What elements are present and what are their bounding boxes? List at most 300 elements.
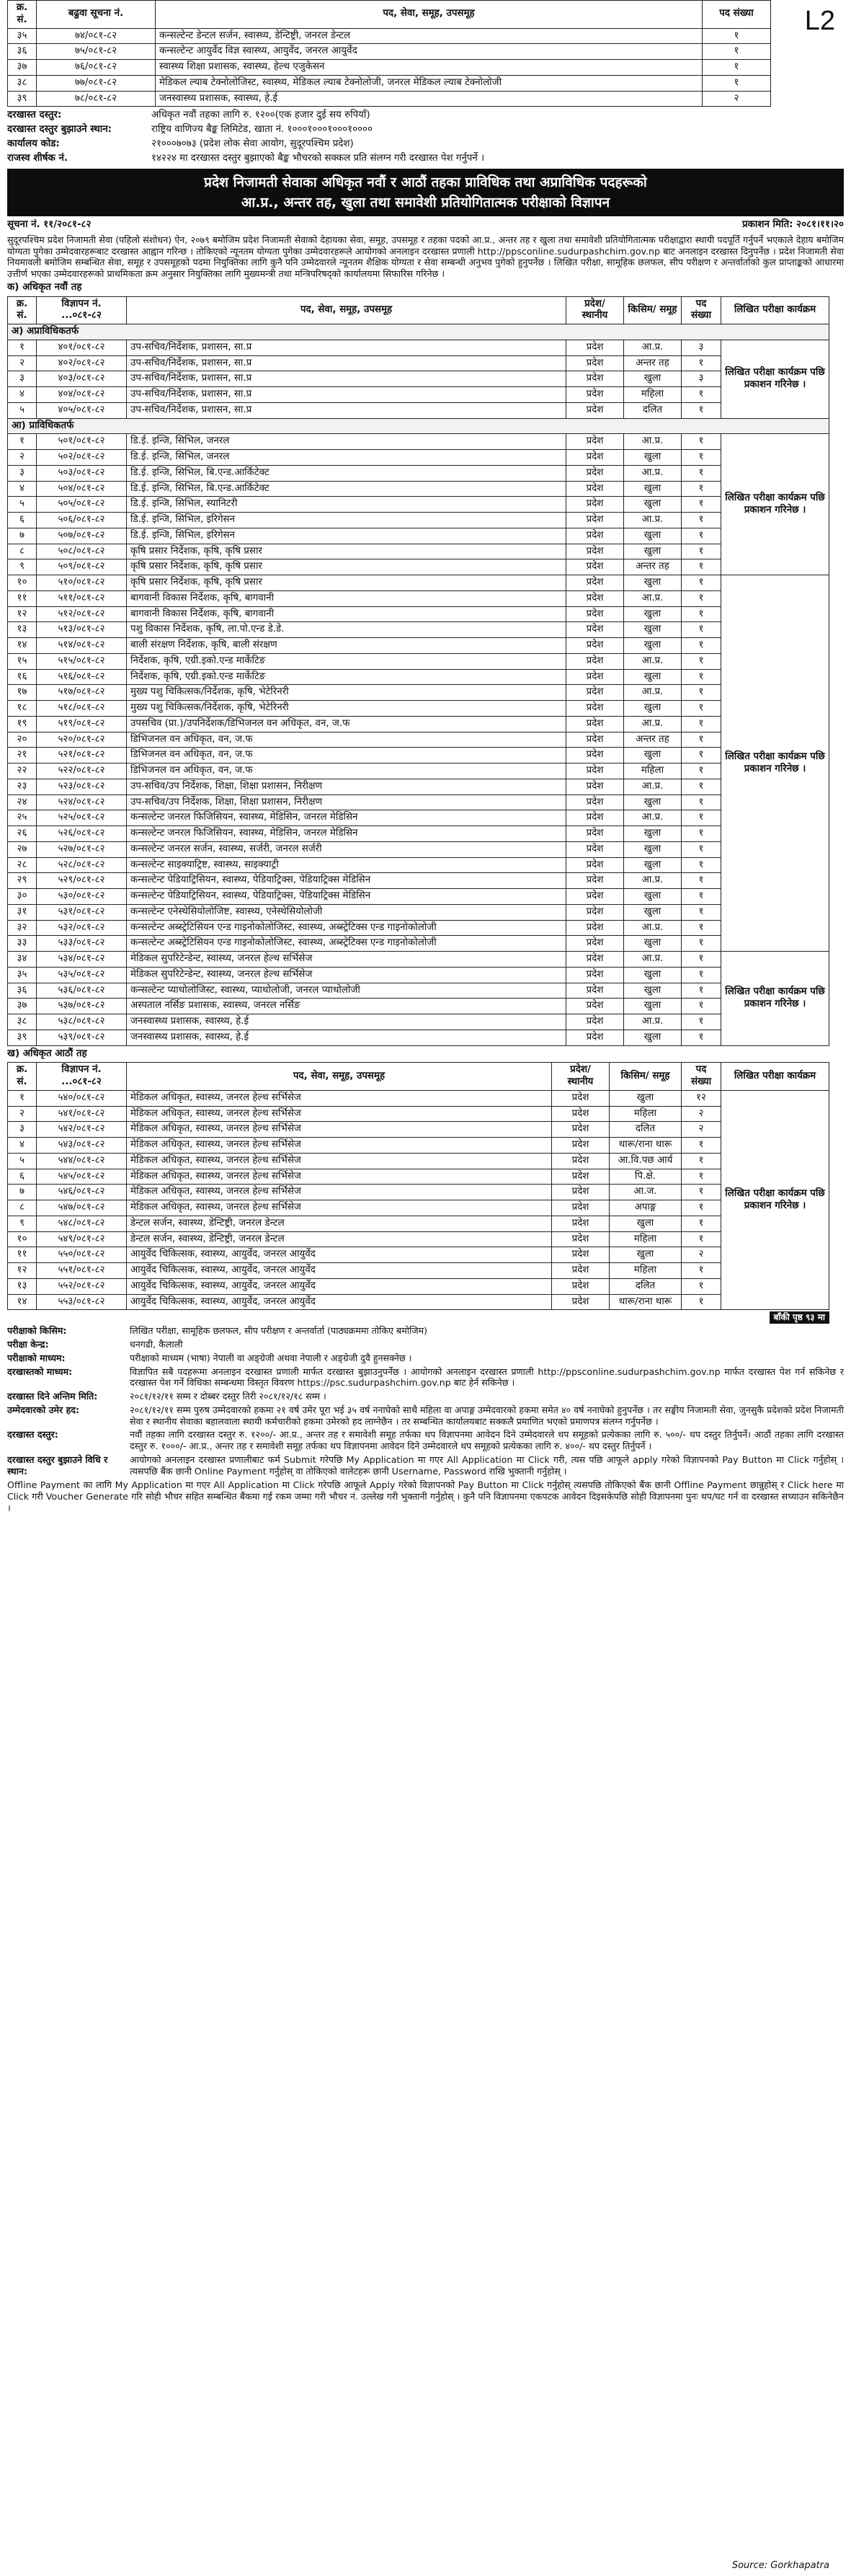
table-cell: खुला (610, 1216, 682, 1231)
table-cell: खुला (624, 936, 682, 952)
table-cell: आ.प्र. (624, 685, 682, 701)
table-row (8, 622, 829, 638)
table-row (8, 575, 829, 591)
subsection-row (8, 324, 829, 340)
table-cell: कन्सल्टेन्ट आयुर्वेद विज्ञ स्वास्थ्य, आयुर्वेद, जनरल आयुर्वेद (156, 44, 703, 60)
table-cell: १० (8, 575, 37, 591)
table-cell: खुला (624, 622, 682, 638)
table-row (8, 826, 829, 842)
table-cell: ६ (8, 1169, 37, 1185)
table-cell: ५२२/०८१-८२ (37, 763, 127, 779)
table-cell: १ (682, 481, 721, 497)
table-cell: ५१०/०८१-८२ (37, 575, 127, 591)
table-cell: प्रदेश (566, 999, 624, 1014)
table-cell: १३ (8, 1278, 37, 1294)
table-cell: ३५ (8, 967, 37, 983)
table-cell: खुला (610, 1090, 682, 1106)
table-cell: कन्सल्टेन्ट अब्स्ट्रेटिसियन एन्ड गाइनोकोलोजिस्ट, स्वास्थ्य, अब्स्ट्रेटिक्स एन्ड गाइनोकोलोजी (127, 936, 566, 952)
table-cell: बागवानी विकास निर्देशक, कृषि, बागवानी (127, 590, 566, 606)
table-cell: प्रदेश (566, 497, 624, 513)
table-cell: ४०४/०८१-८२ (37, 387, 127, 403)
table-cell: कन्सल्टेन्ट पेडियाट्रिसियन, स्वास्थ्य, पेडियाट्रिक्स, पेडियाट्रिक्स मेडिसिन (127, 889, 566, 905)
condition-value: नवौं तहका लागि दरखास्त दस्तुर रु. १२००/- आ.प्र., अन्तर तह र समावेशी समूह तर्फका थप विज्ञापनमा आवेदन दिने उम्मेदवारले थप समूहको प्रत्येकका लागि रु. ५००/- थप दस्तुर तिर्नुपर्ने। आठौं तहका लागि दरखास्त दस्तुर रु. १०००/- आ.प्र., अन्तर तह र समावेशी समूह तर्फका थप विज्ञापनमा आवेदन दिने उम्मेदवारले थप समूहको प्रत्येकका लागि रु. ४००/- थप दस्तुर तिर्नुपर्ने । (130, 1429, 844, 1452)
table-cell: ३ (682, 371, 721, 387)
table-cell: अस्पताल नर्सिङ प्रशासक, स्वास्थ्य, जनरल नर्सिङ (127, 999, 566, 1014)
table-cell: प्रदेश (566, 622, 624, 638)
table-cell: १ (8, 340, 37, 355)
table-row (8, 1294, 829, 1310)
table-cell: ५२८/०८१-८२ (37, 857, 127, 873)
table-row (8, 465, 829, 481)
table-cell: प्रदेश (566, 653, 624, 669)
table-cell: १ (682, 967, 721, 983)
table-row (8, 497, 829, 513)
table-cell: प्रदेश (552, 1185, 610, 1200)
table-cell: प्रदेश (566, 936, 624, 952)
table-cell: ५२५/०८१-८२ (37, 810, 127, 826)
table-cell: १ (682, 544, 721, 559)
table-cell: खुला (624, 841, 682, 857)
header-cell: लिखित परीक्षा कार्यक्रम (721, 1063, 829, 1091)
fee-label: दरखास्त दस्तुर बुझाउने स्थान: (7, 124, 112, 135)
table-cell: ५५३/०८१-८२ (37, 1294, 127, 1310)
subsection-heading: अ) अप्राविधिकतर्फ (8, 324, 829, 340)
table-cell: आ.प्र. (624, 716, 682, 732)
condition-value: विज्ञापित सबै पदहरूमा अनलाइन दरखास्त प्रणाली मार्फत दरखास्त बुझाउनुपर्नेछ । आयोगको अनलाइन दरखास्त प्रणाली http://ppsconline.sudurpashchim.gov.np मार्फत दरखास्त पेश गर्न सकिनेछ र दरखास्त पेश गर्ने विधिका सम्बन्धमा विस्तृत विवरण https://psc.sudurpashchim.gov.np बाट हेर्न सकिनेछ । (130, 1366, 844, 1389)
table-cell: डि.ई. इन्जि, सिभिल, स्यानिटरी (127, 497, 566, 513)
table-cell: १ (682, 873, 721, 889)
table-cell: १ (682, 387, 721, 403)
fee-row (7, 124, 844, 136)
table-cell: प्रदेश (566, 685, 624, 701)
table-row (8, 371, 829, 387)
table-cell: प्रदेश (552, 1216, 610, 1231)
table-row (8, 481, 829, 497)
table-cell: १२ (8, 1263, 37, 1279)
table-cell: ३० (8, 889, 37, 905)
fee-row (7, 110, 844, 122)
page-stamp: L2 (804, 6, 835, 36)
table-cell: २ (682, 1247, 721, 1263)
condition-label: दरखास्त दस्तुर: (7, 1429, 58, 1440)
table-cell: ११ (8, 1247, 37, 1263)
table-cell: ५३०/०८१-८२ (37, 889, 127, 905)
table-cell: दलित (610, 1278, 682, 1294)
table-cell: ५०४/०८१-८२ (37, 481, 127, 497)
table-cell: ५४८/०८१-८२ (37, 1216, 127, 1231)
table-cell: १ (682, 528, 721, 544)
table-cell: प्रदेश (552, 1106, 610, 1122)
table-cell: १ (682, 575, 721, 591)
notice-line (7, 219, 844, 231)
table-cell: २९ (8, 873, 37, 889)
table-cell: मेडिकल अधिकृत, स्वास्थ्य, जनरल हेल्थ सर्भिसेज (127, 1090, 552, 1106)
condition-value: लिखित परीक्षा, सामूहिक छलफल, सीप परीक्षण र अन्तर्वार्ता (पाठ्यक्रममा तोकिए बमोजिम) (130, 1325, 428, 1337)
table-cell: १ (682, 779, 721, 795)
fee-row (7, 138, 844, 151)
table-cell: ५०३/०८१-८२ (37, 465, 127, 481)
table-cell: कन्सल्टेन्ट साइक्याट्रिष्ट, स्वास्थ्य, साइक्याट्री (127, 857, 566, 873)
table-cell: प्रदेश (566, 544, 624, 559)
table-cell: कन्सल्टेन्ट डेन्टल सर्जन, स्वास्थ्य, डेन्टिष्ट्री, जनरल डेन्टल (156, 28, 703, 44)
table-cell: प्रदेश (566, 952, 624, 968)
table-cell: १ (682, 1200, 721, 1216)
table-cell: प्रदेश (566, 638, 624, 654)
table-cell: १ (703, 28, 771, 44)
table-cell: खुला (624, 889, 682, 905)
header-cell: बढुवा सूचना नं. (37, 1, 156, 29)
continued-tag: बाँकी पृष्ठ ९३ मा (770, 1311, 829, 1324)
fee-value: राष्ट्रिय वाणिज्य बैङ्क लिमिटेड, खाता नं. १०००१०००१०००१०००० (151, 124, 373, 135)
table-cell: डिभिजनल वन अधिकृत, वन, ज.फ (127, 763, 566, 779)
table-row (8, 559, 829, 575)
table-cell: ११ (8, 590, 37, 606)
table-cell: उप-सचिव/निर्देशक, प्रशासन, सा.प्र (127, 402, 566, 418)
table-cell: खुला (624, 371, 682, 387)
table-cell: प्रदेश (566, 450, 624, 466)
table-cell: प्रदेश (566, 873, 624, 889)
table-cell: ५१८/०८१-८२ (37, 701, 127, 717)
table-cell: डेन्टल सर्जन, स्वास्थ्य, डेन्टिष्ट्री, जनरल डेन्टल (127, 1231, 552, 1247)
table-cell: मेडिकल अधिकृत, स्वास्थ्य, जनरल हेल्थ सर्भिसेज (127, 1122, 552, 1138)
table-cell: १८ (8, 701, 37, 717)
table-cell: प्रदेश (566, 387, 624, 403)
table-cell: उप-सचिव/उप निर्देशक, शिक्षा, शिक्षा प्रशासन, निरीक्षण (127, 779, 566, 795)
table-cell: ५१३/०८१-८२ (37, 622, 127, 638)
condition-row (7, 1339, 844, 1350)
table-cell: २ (703, 91, 771, 107)
header-cell: पद संख्या (703, 1, 771, 29)
table-cell: उप-सचिव/उप निर्देशक, शिक्षा, शिक्षा प्रशासन, निरीक्षण (127, 795, 566, 810)
table-cell: खुला (624, 701, 682, 717)
table-cell: ५३३/०८१-८२ (37, 936, 127, 952)
table-cell: मेडिकल अधिकृत, स्वास्थ्य, जनरल हेल्थ सर्भिसेज (127, 1169, 552, 1185)
table-row (8, 434, 829, 450)
table-cell: ५३४/०८१-८२ (37, 952, 127, 968)
table-cell: प्रदेश (566, 967, 624, 983)
header-cell: पद, सेवा, समूह, उपसमूह (127, 1063, 552, 1091)
table-cell: आ.प्र. (624, 920, 682, 936)
header-cell: किसिम/ समूह (624, 296, 682, 324)
table-cell: ५४७/०८१-८२ (37, 1200, 127, 1216)
table-cell: ३७ (8, 999, 37, 1014)
table-cell: आ.प्र. (624, 779, 682, 795)
table-cell: १ (682, 983, 721, 999)
exam-schedule-note: लिखित परीक्षा कार्यक्रम पछि प्रकाशन गरिनेछ । (721, 575, 829, 952)
table-row (8, 1090, 829, 1106)
table-cell: ७४/०८१-८२ (37, 28, 156, 44)
table-cell: १ (682, 763, 721, 779)
table-row (8, 1153, 829, 1169)
table-cell: ५१२/०८१-८२ (37, 606, 127, 622)
table-cell: प्रदेश (552, 1122, 610, 1138)
condition-label: उम्मेदवारको उमेर हद: (7, 1404, 79, 1415)
table-cell: ४०२/०८१-८२ (37, 355, 127, 371)
table-cell: २४ (8, 795, 37, 810)
banner-line-1: प्रदेश निजामती सेवाका अधिकृत नवौं र आठौं तहका प्राविधिक तथा अप्राविधिक पदहरूको (204, 174, 647, 191)
table-row (8, 1014, 829, 1030)
table-cell: आ.प्र. (624, 873, 682, 889)
table-row (8, 967, 829, 983)
table-cell: थारू/राना थारू (610, 1138, 682, 1154)
table-cell: प्रदेश (566, 701, 624, 717)
table-row (8, 999, 829, 1014)
table-row (8, 1122, 829, 1138)
section-ka-heading: क) अधिकृत नवौं तह (7, 281, 82, 293)
table-cell: १४ (8, 1294, 37, 1310)
table-cell: ५०२/०८१-८२ (37, 450, 127, 466)
table-row (8, 732, 829, 748)
table-cell: ५४२/०८१-८२ (37, 1122, 127, 1138)
table-cell: कन्सल्टेन्ट अब्स्ट्रेटिसियन एन्ड गाइनोकोलोजिस्ट, स्वास्थ्य, अब्स्ट्रेटिक्स एन्ड गाइनोकोलोजी (127, 920, 566, 936)
table-cell: ५११/०८१-८२ (37, 590, 127, 606)
table-row (8, 873, 829, 889)
table-cell: पशु विकास निर्देशक, कृषि, ला.पो.एन्ड डे.डे. (127, 622, 566, 638)
table-cell: प्रदेश (566, 575, 624, 591)
exam-schedule-note: लिखित परीक्षा कार्यक्रम पछि प्रकाशन गरिनेछ । (721, 952, 829, 1046)
table-cell: मुख्य पशु चिकित्सक/निर्देशक, कृषि, भेटेरिनरी (127, 701, 566, 717)
table-cell: २१ (8, 748, 37, 763)
table-row (8, 75, 771, 91)
condition-row (7, 1353, 844, 1364)
table-cell: खुला (624, 1030, 682, 1045)
table-cell: ५५२/०८१-८२ (37, 1278, 127, 1294)
fee-row (7, 153, 844, 165)
table-cell: १ (8, 1090, 37, 1106)
table-cell: थारू/राना थारू (610, 1294, 682, 1310)
table-cell: १ (703, 75, 771, 91)
banner-line-2: आ.प्र., अन्तर तह, खुला तथा समावेशी प्रतियोगितात्मक परीक्षाको विज्ञापन (241, 195, 610, 211)
table-cell: आ.प्र. (624, 340, 682, 355)
table-cell: ५५०/०८१-८२ (37, 1247, 127, 1263)
table-cell: ५२४/०८१-८२ (37, 795, 127, 810)
table-cell: खुला (610, 1247, 682, 1263)
table-cell: १ (682, 402, 721, 418)
table-cell: डि.ई. इन्जि, सिभिल, इरिगेसन (127, 513, 566, 528)
table-cell: आ.प्र. (624, 952, 682, 968)
table-row (8, 904, 829, 920)
table-cell: डिभिजनल वन अधिकृत, वन, ज.फ (127, 748, 566, 763)
table-cell: खुला (624, 748, 682, 763)
table-row (8, 402, 829, 418)
table-cell: प्रदेश (566, 779, 624, 795)
table-cell: १ (682, 1278, 721, 1294)
table-cell: ३ (8, 465, 37, 481)
table-cell: प्रदेश (552, 1278, 610, 1294)
table-cell: ५०५/०८१-८२ (37, 497, 127, 513)
table-cell: १७ (8, 685, 37, 701)
table-cell: डि.ई. इन्जि, सिभिल, जनरल (127, 450, 566, 466)
fee-label: राजस्व शीर्षक नं. (7, 152, 68, 164)
table-cell: १ (682, 685, 721, 701)
table-cell: २६ (8, 826, 37, 842)
condition-row (7, 1429, 844, 1451)
table-row (8, 590, 829, 606)
table-cell: मेडिकल अधिकृत, स्वास्थ्य, जनरल हेल्थ सर्भिसेज (127, 1153, 552, 1169)
table-cell: ३६ (8, 44, 37, 60)
table-cell: अपाङ्ग (610, 1200, 682, 1216)
table-cell: १ (682, 1153, 721, 1169)
table-cell: १ (682, 999, 721, 1014)
table-cell: ३४ (8, 952, 37, 968)
table-cell: खुला (624, 999, 682, 1014)
table-cell: ९ (8, 1216, 37, 1231)
table-cell: २५ (8, 810, 37, 826)
table-cell: ३९ (8, 91, 37, 107)
table-cell: १ (682, 1169, 721, 1185)
table-row (8, 513, 829, 528)
table-cell: १ (682, 465, 721, 481)
table-row (8, 1247, 829, 1263)
promotion-table (7, 0, 771, 107)
table-cell: खुला (624, 983, 682, 999)
condition-label: परीक्षाको माध्यम: (7, 1352, 66, 1363)
table-cell: खुला (624, 528, 682, 544)
table-row (8, 1216, 829, 1231)
table-cell: ५२६/०८१-८२ (37, 826, 127, 842)
table-cell: कृषि प्रसार निर्देशक, कृषि, कृषि प्रसार (127, 575, 566, 591)
table-cell: ५४४/०८१-८२ (37, 1153, 127, 1169)
table-cell: कन्सल्टेन्ट पेडियाट्रिसियन, स्वास्थ्य, पेडियाट्रिक्स, पेडियाट्रिक्स मेडिसिन (127, 873, 566, 889)
table-cell: प्रदेश (566, 481, 624, 497)
header-cell: क्र. सं. (8, 1, 37, 29)
condition-value: परीक्षाको माध्यम (भाषा) नेपाली वा अङ्ग्रेजी अथवा नेपाली र अङ्ग्रेजी दुवै हुनसक्नेछ । (130, 1352, 412, 1363)
table-cell: १२ (8, 606, 37, 622)
table-cell: ५०७/०८१-८२ (37, 528, 127, 544)
intro-paragraph: सुदूरपश्चिम प्रदेश निजामती सेवा (पहिलो संशोधन) ऐन, २०७९ बमोजिम प्रदेश निजामती सेवाको देहायका सेवा, समूह, उपसमूह र तहका पदको आ.प्र., अन्तर तह र खुला तथा समावेशी प्रतियोगितात्मक परीक्षाद्वारा स्थायी पदपूर्ति गर्नुपर्ने भएकाले देहाय बमोजिम योग्यता पुगेका उम्मेदवारहरूबाट दरखास्त आह्वान गरिन्छ । तोकिएको न्यूनतम योग्यता पुगेका उम्मेदवारहरूले आयोगको अनलाइन दरखास्त प्रणाली http://ppsconline.sudurpashchim.gov.np बाट अनलाइन दरखास्त दिनुपर्नेछ । प्रदेश निजामती सेवा नियमावली बमोजिम सम्बन्धित सेवा, समूह र उपसमूहको पदमा नियुक्तिका लागि कुनै पनि उम्मेदवारले न्यूनतम शैक्षिक योग्यता र सेवा सम्बन्धी अनुभव पुगेको हुनुपर्नेछ । लिखित परीक्षा, सामूहिक छलफल, सीप परीक्षण र अन्तर्वार्ताको कुल प्राप्ताङ्कको आधारमा उत्तीर्ण भएका उम्मेदवारहरूको प्राथमिकता क्रम अनुसार नियुक्तिका लागि मुख्यमन्त्री तथा मन्त्रिपरिषद्को कार्यालयमा सिफारिस गरिनेछ । (7, 234, 844, 280)
conditions-block (7, 1325, 844, 1477)
table-row (8, 653, 829, 669)
table-cell: निर्देशक, कृषि, एग्री.इको.एन्ड मार्केटिङ (127, 669, 566, 685)
table-row (8, 1231, 829, 1247)
table-cell: १ (682, 701, 721, 717)
table-cell: डिभिजनल वन अधिकृत, वन, ज.फ (127, 732, 566, 748)
table-cell: आ.प्र. (624, 590, 682, 606)
table-cell: मेडिकल अधिकृत, स्वास्थ्य, जनरल हेल्थ सर्भिसेज (127, 1185, 552, 1200)
table-cell: १६ (8, 669, 37, 685)
table-cell: ६ (8, 513, 37, 528)
table-cell: प्रदेश (552, 1263, 610, 1279)
table-row (8, 920, 829, 936)
table-row (8, 716, 829, 732)
eighth-table-header (8, 1063, 829, 1091)
table-cell: १ (682, 841, 721, 857)
table-cell: १० (8, 1231, 37, 1247)
table-cell: खुला (624, 606, 682, 622)
table-cell: प्रदेश (552, 1294, 610, 1310)
table-cell: निर्देशक, कृषि, एग्री.इको.एन्ड मार्केटिङ (127, 653, 566, 669)
table-cell: ८ (8, 544, 37, 559)
table-cell: महिला (624, 387, 682, 403)
table-row (8, 1200, 829, 1216)
table-cell: प्रदेश (566, 732, 624, 748)
table-cell: जनस्वास्थ्य प्रशासक, स्वास्थ्य, हे.ई (127, 1014, 566, 1030)
table-cell: ५४०/०८१-८२ (37, 1090, 127, 1106)
table-cell: १ (682, 1294, 721, 1310)
table-cell: प्रदेश (566, 857, 624, 873)
condition-label: दरखास्त दस्तुर बुझाउने विधि र स्थान: (7, 1453, 108, 1477)
table-cell: मेडिकल अधिकृत, स्वास्थ्य, जनरल हेल्थ सर्भिसेज (127, 1106, 552, 1122)
condition-row (7, 1391, 844, 1402)
table-cell: मेडिकल अधिकृत, स्वास्थ्य, जनरल हेल्थ सर्भिसेज (127, 1200, 552, 1216)
table-cell: प्रदेश (566, 810, 624, 826)
table-row (8, 528, 829, 544)
table-cell: १ (682, 810, 721, 826)
table-cell: ४ (8, 1138, 37, 1154)
table-row (8, 1169, 829, 1185)
officer-eighth-table (7, 1062, 829, 1310)
table-cell: ५२३/०८१-८२ (37, 779, 127, 795)
table-cell: १ (682, 920, 721, 936)
table-row (8, 763, 829, 779)
table-cell: उप-सचिव/निर्देशक, प्रशासन, सा.प्र (127, 387, 566, 403)
table-cell: कन्सल्टेन्ट प्याथोलोजिस्ट, स्वास्थ्य, प्याथोलोजी, जनरल प्याथोलोजी (127, 983, 566, 999)
table-row (8, 936, 829, 952)
table-row (8, 606, 829, 622)
table-cell: जनस्वास्थ्य प्रशासक, स्वास्थ्य, हे.ई (127, 1030, 566, 1045)
table-cell: डि.ई. इन्जि, सिभिल, बि.एन्ड.आर्किटेक्ट (127, 481, 566, 497)
header-cell: पद संख्या (682, 296, 721, 324)
table-cell: १ (682, 653, 721, 669)
table-row (8, 340, 829, 355)
table-row (8, 857, 829, 873)
table-cell: ५३६/०८१-८२ (37, 983, 127, 999)
table-row (8, 810, 829, 826)
table-cell: महिला (610, 1231, 682, 1247)
table-cell: १ (682, 826, 721, 842)
table-cell: १ (682, 732, 721, 748)
table-cell: ३६ (8, 983, 37, 999)
table-cell: प्रदेश (566, 716, 624, 732)
table-cell: ५२९/०८१-८२ (37, 873, 127, 889)
table-cell: ५१९/०८१-८२ (37, 716, 127, 732)
condition-row (7, 1404, 844, 1427)
table-cell: १ (682, 355, 721, 371)
table-row (8, 544, 829, 559)
table-cell: ५४६/०८१-८२ (37, 1185, 127, 1200)
table-cell: १२ (682, 1090, 721, 1106)
table-cell: प्रदेश (566, 371, 624, 387)
table-row (8, 1138, 829, 1154)
table-cell: प्रदेश (566, 795, 624, 810)
table-cell: २० (8, 732, 37, 748)
table-row (8, 795, 829, 810)
table-cell: १४ (8, 638, 37, 654)
table-cell: १३ (8, 622, 37, 638)
table-cell: ५५१/०८१-८२ (37, 1263, 127, 1279)
exam-schedule-note: लिखित परीक्षा कार्यक्रम पछि प्रकाशन गरिनेछ । (721, 434, 829, 575)
table-cell: कृषि प्रसार निर्देशक, कृषि, कृषि प्रसार (127, 544, 566, 559)
table-cell: अन्तर तह (624, 355, 682, 371)
header-cell: प्रदेश/ स्थानीय (566, 296, 624, 324)
table-cell: प्रदेश (566, 889, 624, 905)
table-cell: खुला (624, 826, 682, 842)
table-cell: १ (682, 622, 721, 638)
table-cell: ५४३/०८१-८२ (37, 1138, 127, 1154)
table-cell: अन्तर तह (624, 732, 682, 748)
table-cell: ५०६/०८१-८२ (37, 513, 127, 528)
fee-label: दरखास्त दस्तुर: (7, 110, 62, 121)
table-cell: खुला (624, 795, 682, 810)
ninth-table-header (8, 296, 829, 324)
table-cell: प्रदेश (566, 763, 624, 779)
table-row (8, 701, 829, 717)
table-cell: आ.प्र. (624, 810, 682, 826)
table-cell: खुला (624, 575, 682, 591)
table-cell: १ (8, 434, 37, 450)
table-cell: प्रदेश (566, 355, 624, 371)
table-cell: उप-सचिव/निर्देशक, प्रशासन, सा.प्र (127, 340, 566, 355)
